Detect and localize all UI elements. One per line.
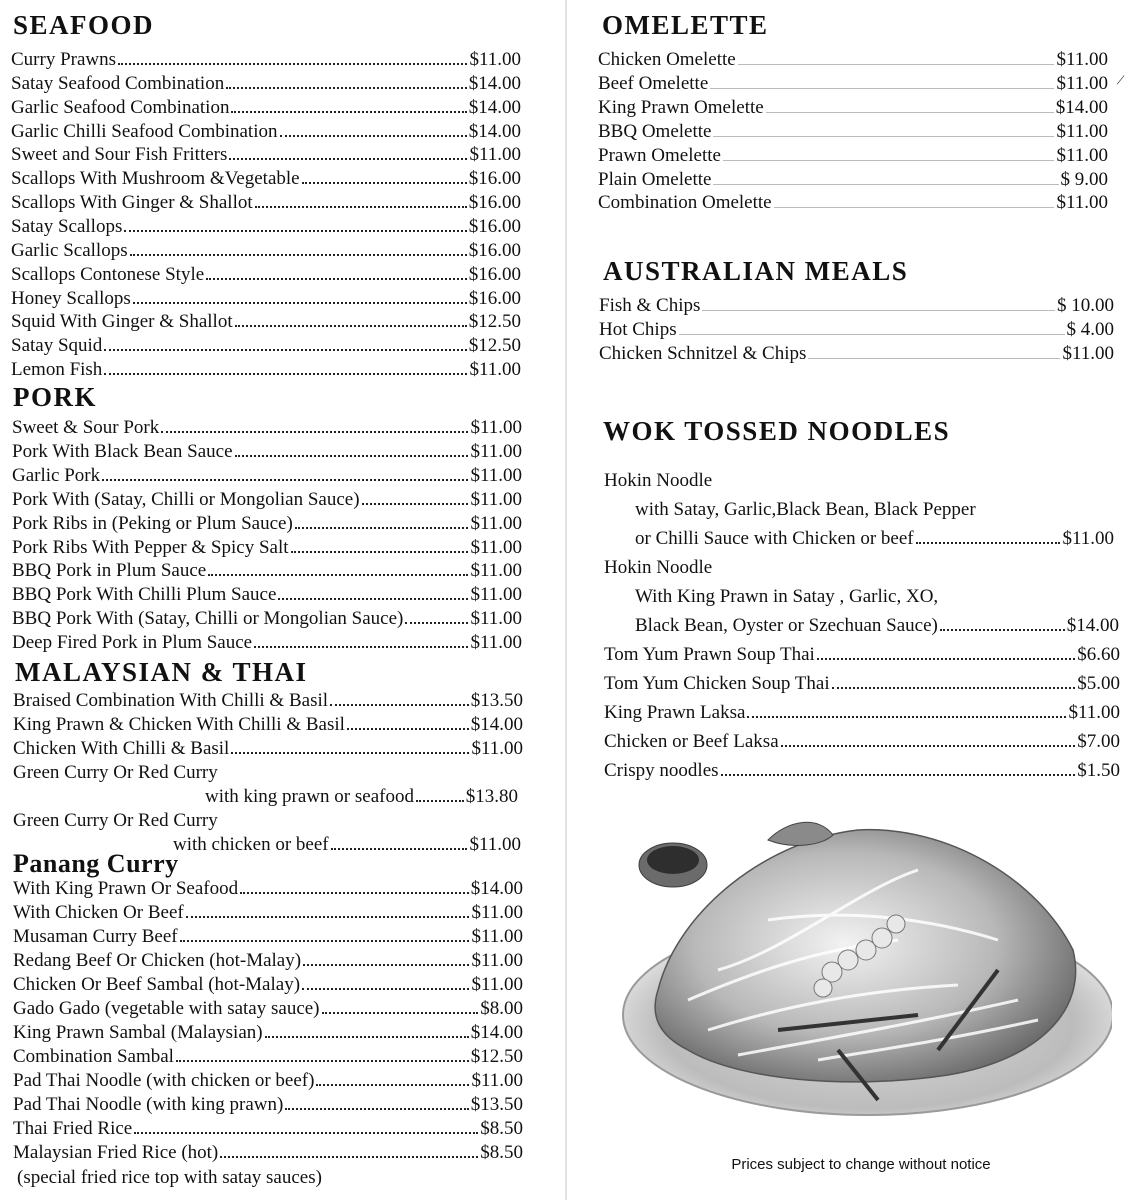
menu-item-price: $11.00 — [471, 1070, 523, 1091]
menu-item — [13, 901, 523, 925]
dot-leader — [721, 759, 1076, 776]
dot-leader — [362, 488, 469, 505]
menu-item-price: $11.00 — [1056, 120, 1108, 142]
price-notice: Prices subject to change without notice — [731, 1156, 991, 1173]
menu-item-price: $14.00 — [468, 72, 521, 94]
dot-leader — [206, 263, 467, 280]
dot-leader — [303, 949, 469, 966]
menu-item — [604, 672, 1120, 696]
menu-item — [13, 1117, 523, 1141]
dot-leader — [226, 72, 467, 89]
menu-item-name: BBQ Pork With Chilli Plum Sauce — [12, 584, 277, 606]
menu-item — [12, 607, 522, 631]
menu-item-name: Chicken or Beef Laksa — [604, 731, 779, 752]
menu-item — [604, 643, 1120, 667]
menu-item-name: Beef Omelette — [598, 72, 709, 94]
menu-item-name: Tom Yum Chicken Soup Thai — [604, 673, 830, 694]
malaysian-thai-heading: MALAYSIAN & THAI — [15, 657, 308, 687]
menu-item — [599, 342, 1114, 366]
seafood-heading: SEAFOOD — [13, 10, 155, 40]
menu-item — [11, 167, 521, 191]
menu-item-name: Combination Omelette — [598, 192, 772, 214]
pork-heading: PORK — [13, 382, 97, 412]
menu-item-price: $11.00 — [469, 144, 521, 166]
menu-item-name: Combination Sambal — [13, 1046, 174, 1067]
dot-leader — [710, 74, 1054, 89]
menu-item-price: $14.00 — [468, 120, 521, 142]
menu-item-name: BBQ Pork With (Satay, Chilli or Mongolian Sauce) — [12, 608, 404, 630]
dot-leader — [322, 997, 479, 1014]
dot-leader — [229, 143, 467, 160]
dot-leader — [702, 296, 1055, 311]
dot-leader — [124, 215, 466, 232]
menu-item-price: $11.00 — [471, 926, 523, 947]
dot-leader — [679, 320, 1065, 335]
fried-rice-footnote: (special fried rice top with satay sauces) — [17, 1167, 322, 1188]
menu-item-price: $11.00 — [471, 902, 523, 923]
menu-item — [13, 689, 523, 713]
menu-item-name: Pad Thai Noodle (with king prawn) — [13, 1094, 284, 1115]
menu-item-name: Gado Gado (vegetable with satay sauce) — [13, 998, 320, 1019]
menu-item-name: Scallops With Ginger & Shallot — [11, 192, 253, 214]
dot-leader — [940, 614, 1065, 631]
menu-item-price: $8.00 — [480, 998, 523, 1019]
menu-item-price: $14.00 — [1066, 615, 1119, 636]
menu-item — [12, 488, 522, 512]
menu-item-price: $16.00 — [468, 287, 521, 309]
menu-item-price: $14.00 — [1055, 96, 1108, 118]
dot-leader — [161, 416, 468, 433]
menu-item-name: Chicken Schnitzel & Chips — [599, 343, 807, 364]
menu-item-price: $13.50 — [470, 690, 523, 711]
menu-item-price: $11.00 — [470, 536, 522, 558]
dot-leader — [254, 631, 468, 648]
menu-item-price: $12.50 — [470, 1046, 523, 1067]
dot-leader — [738, 50, 1055, 65]
dot-leader — [208, 559, 468, 576]
panang-curry-heading: Panang Curry — [13, 849, 179, 878]
menu-item-price: $11.00 — [470, 584, 522, 606]
hokin-noodle-label: Hokin Noodle — [604, 470, 713, 491]
menu-item-price: $ 9.00 — [1060, 168, 1108, 190]
menu-item-price: $16.00 — [468, 263, 521, 285]
menu-item — [598, 144, 1108, 168]
menu-item-price: $11.00 — [471, 950, 523, 971]
dot-leader — [255, 191, 467, 208]
menu-item-price: $5.00 — [1077, 673, 1120, 694]
menu-item-price: $11.00 — [470, 417, 522, 438]
menu-item-name: Satay Squid — [11, 335, 103, 357]
dot-leader — [133, 287, 467, 304]
menu-item — [11, 96, 521, 120]
column-divider — [565, 0, 567, 1200]
dot-leader — [278, 583, 468, 600]
menu-item-price: $11.00 — [469, 49, 521, 70]
menu-item — [604, 759, 1120, 783]
menu-item — [13, 925, 523, 949]
menu-item — [598, 120, 1108, 144]
menu-item-price: $11.00 — [470, 560, 522, 582]
menu-item — [604, 730, 1120, 754]
menu-item-price: $11.00 — [1062, 343, 1114, 364]
hokin-noodle-label: Hokin Noodle — [604, 557, 713, 578]
menu-item-name: Thai Fried Rice — [13, 1118, 133, 1139]
menu-item — [13, 1021, 523, 1045]
menu-item — [604, 701, 1120, 725]
menu-item-name: Garlic Chilli Seafood Combination — [11, 120, 278, 142]
menu-item-price: $6.60 — [1077, 644, 1120, 665]
menu-item-name: Sweet and Sour Fish Fritters — [11, 144, 228, 166]
menu-item-name: with chicken or beef — [173, 834, 329, 855]
menu-item-price: $ 4.00 — [1066, 319, 1114, 340]
menu-item — [13, 997, 523, 1021]
menu-item-price: $13.50 — [470, 1094, 523, 1115]
menu-item — [598, 48, 1108, 72]
dot-leader — [766, 98, 1054, 113]
menu-item-name: Satay Scallops — [11, 215, 123, 237]
menu-item-price: $14.00 — [470, 878, 523, 899]
menu-item-name: Tom Yum Prawn Soup Thai — [604, 644, 815, 665]
dot-leader — [240, 877, 469, 894]
menu-item — [11, 191, 521, 215]
menu-item-name: Garlic Seafood Combination — [11, 96, 230, 118]
dot-leader — [302, 973, 469, 990]
menu-item-name: Squid With Ginger & Shallot — [11, 311, 233, 333]
dot-leader — [291, 536, 469, 553]
menu-item-price: $16.00 — [468, 215, 521, 237]
menu-item — [12, 631, 522, 655]
pen-mark: / — [1115, 71, 1126, 90]
dot-leader — [186, 901, 470, 918]
menu-item — [13, 1045, 523, 1069]
menu-item — [13, 737, 523, 761]
menu-item — [598, 96, 1108, 120]
menu-item-name: or Chilli Sauce with Chicken or beef — [635, 528, 914, 549]
dot-leader — [265, 1021, 469, 1038]
menu-item-price: $11.00 — [1062, 528, 1114, 549]
menu-item-name: Garlic Pork — [12, 464, 101, 486]
menu-item-price: $7.00 — [1077, 731, 1120, 752]
dot-leader — [747, 701, 1066, 718]
menu-item-price: $16.00 — [468, 192, 521, 214]
menu-item — [13, 1093, 523, 1117]
dot-leader — [220, 1141, 478, 1158]
menu-item-name: Fish & Chips — [599, 295, 701, 316]
menu-item — [12, 464, 522, 488]
menu-item-name: Chicken Omelette — [598, 49, 736, 70]
menu-item-name: King Prawn Sambal (Malaysian) — [13, 1022, 263, 1043]
menu-item-price: $11.00 — [1056, 144, 1108, 166]
menu-item — [11, 239, 521, 263]
menu-item-name: Garlic Scallops — [11, 239, 128, 261]
menu-item-name: Redang Beef Or Chicken (hot-Malay) — [13, 950, 302, 971]
menu-item-name: Hot Chips — [599, 319, 677, 340]
menu-item-name: With King Prawn Or Seafood — [13, 878, 239, 899]
menu-item — [12, 512, 522, 536]
menu-item — [598, 191, 1108, 215]
menu-item-name: Pork Ribs in (Peking or Plum Sauce) — [12, 512, 293, 534]
dot-leader — [808, 344, 1060, 359]
menu-item — [13, 1141, 523, 1165]
menu-item-price: $11.00 — [470, 464, 522, 486]
dot-leader — [832, 672, 1076, 689]
menu-item-name: Scallops With Mushroom &Vegetable — [11, 168, 300, 190]
menu-item — [11, 263, 521, 287]
australian-meals-heading: AUSTRALIAN MEALS — [603, 256, 909, 286]
menu-item-name: Black Bean, Oyster or Szechuan Sauce) — [635, 615, 938, 636]
dot-leader — [295, 512, 469, 529]
menu-item — [598, 72, 1108, 96]
menu-item-name: Pork With (Satay, Chilli or Mongolian Sauce) — [12, 488, 360, 510]
dot-leader — [231, 96, 466, 113]
dot-leader — [104, 334, 466, 351]
menu-item-name: Chicken Or Beef Sambal (hot-Malay) — [13, 974, 301, 995]
noodle-dish-photo — [618, 800, 1112, 1118]
menu-item-price: $11.00 — [469, 359, 521, 381]
menu-item-name: Braised Combination With Chilli & Basil — [13, 690, 329, 711]
dot-leader — [405, 607, 468, 624]
menu-item-name: King Prawn Laksa — [604, 702, 746, 723]
dot-leader — [130, 239, 467, 256]
dot-leader — [302, 167, 467, 184]
menu-item-price: $11.00 — [470, 632, 522, 654]
menu-item-price: $12.50 — [468, 335, 521, 357]
menu-item-price: $11.00 — [1056, 72, 1108, 94]
menu-item — [635, 527, 1114, 551]
menu-item — [13, 949, 523, 973]
menu-item-price: $11.00 — [469, 834, 521, 855]
dot-leader — [102, 464, 468, 481]
menu-item-price: $8.50 — [480, 1142, 523, 1163]
menu-item — [599, 294, 1114, 318]
menu-item-name: Curry Prawns — [11, 49, 117, 70]
dot-leader — [347, 713, 469, 730]
menu-item-name: BBQ Pork in Plum Sauce — [12, 560, 207, 582]
dot-leader — [781, 730, 1076, 747]
menu-item — [13, 877, 523, 901]
menu-item — [173, 833, 521, 857]
menu-item-name: King Prawn & Chicken With Chilli & Basil — [13, 714, 345, 735]
menu-item — [11, 310, 521, 334]
menu-item — [205, 785, 518, 809]
dot-leader — [330, 689, 469, 706]
menu-item-name: Deep Fired Pork in Plum Sauce — [12, 632, 253, 654]
menu-item-price: $11.00 — [1056, 192, 1108, 214]
menu-item-name: Scallops Contonese Style — [11, 263, 205, 285]
dot-leader — [118, 48, 467, 65]
menu-item-price: $11.00 — [470, 512, 522, 534]
dot-leader — [235, 310, 467, 327]
menu-item-price: $13.80 — [465, 786, 518, 807]
menu-item-name: With Chicken Or Beef — [13, 902, 184, 923]
menu-item — [13, 1069, 523, 1093]
menu-item — [11, 72, 521, 96]
menu-item-price: $14.00 — [468, 96, 521, 118]
menu-item — [11, 358, 521, 382]
dot-leader — [713, 122, 1054, 137]
menu-item-price: $11.00 — [471, 974, 523, 995]
menu-item — [12, 559, 522, 583]
menu-item-price: $14.00 — [470, 1022, 523, 1043]
dot-leader — [916, 527, 1061, 544]
dot-leader — [104, 358, 467, 375]
dot-leader — [416, 785, 464, 802]
green-red-curry-label: Green Curry Or Red Curry — [13, 762, 218, 783]
menu-item — [12, 416, 522, 440]
dot-leader — [331, 833, 468, 850]
menu-item-name: Musaman Curry Beef — [13, 926, 178, 947]
menu-item-name: Sweet & Sour Pork — [12, 417, 160, 438]
menu-item — [598, 168, 1108, 192]
menu-item-name: Crispy noodles — [604, 760, 719, 781]
menu-item-name: Honey Scallops — [11, 287, 131, 309]
dot-leader — [280, 120, 467, 137]
dot-leader — [231, 737, 469, 754]
menu-item — [12, 440, 522, 464]
menu-item — [12, 536, 522, 560]
dot-leader — [316, 1069, 469, 1086]
dot-leader — [817, 643, 1075, 660]
menu-item-price: $16.00 — [468, 168, 521, 190]
menu-item-price: $1.50 — [1077, 760, 1120, 781]
menu-item — [635, 614, 1119, 638]
menu-item — [11, 120, 521, 144]
menu-item-price: $11.00 — [470, 488, 522, 510]
green-red-curry-label: Green Curry Or Red Curry — [13, 810, 218, 831]
menu-item — [12, 583, 522, 607]
omelette-heading: OMELETTE — [602, 10, 769, 40]
wok-tossed-noodles-heading: WOK TOSSED NOODLES — [603, 416, 951, 446]
dot-leader — [285, 1093, 468, 1110]
menu-item-name: Prawn Omelette — [598, 144, 721, 166]
menu-item-price: $14.00 — [470, 714, 523, 735]
hokin-noodle-description: with Satay, Garlic,Black Bean, Black Pepper — [635, 499, 976, 520]
menu-item-name: Malaysian Fried Rice (hot) — [13, 1142, 219, 1163]
dot-leader — [774, 193, 1055, 208]
dot-leader — [176, 1045, 469, 1062]
menu-item-price: $16.00 — [468, 239, 521, 261]
menu-item-name: Pork Ribs With Pepper & Spicy Salt — [12, 536, 289, 558]
dot-leader — [235, 440, 469, 457]
hokin-noodle-description: With King Prawn in Satay , Garlic, XO, — [635, 586, 939, 607]
menu-item-name: Pork With Black Bean Sauce — [12, 440, 233, 462]
menu-item-name: with king prawn or seafood — [205, 786, 414, 807]
dot-leader — [723, 146, 1055, 161]
menu-item-price: $11.00 — [470, 608, 522, 630]
menu-item — [11, 143, 521, 167]
menu-item-name: Satay Seafood Combination — [11, 72, 225, 94]
menu-item — [599, 318, 1114, 342]
menu-item — [13, 973, 523, 997]
menu-item-name: Chicken With Chilli & Basil — [13, 738, 230, 759]
menu-item-price: $11.00 — [1068, 702, 1120, 723]
menu-item — [11, 48, 521, 72]
menu-item — [11, 334, 521, 358]
menu-item-name: BBQ Omelette — [598, 120, 712, 142]
menu-item-price: $12.50 — [468, 311, 521, 333]
menu-item — [11, 215, 521, 239]
menu-item — [13, 713, 523, 737]
menu-item-name: Lemon Fish — [11, 359, 103, 381]
menu-item-price: $11.00 — [1056, 49, 1108, 70]
menu-item-price: $8.50 — [480, 1118, 523, 1139]
dot-leader — [180, 925, 470, 942]
dot-leader — [713, 170, 1058, 185]
dot-leader — [134, 1117, 478, 1134]
menu-item-price: $ 10.00 — [1057, 295, 1114, 316]
menu-item-name: King Prawn Omelette — [598, 96, 764, 118]
menu-item-name: Plain Omelette — [598, 168, 712, 190]
menu-item — [11, 287, 521, 311]
menu-item-price: $11.00 — [470, 440, 522, 462]
menu-item-name: Pad Thai Noodle (with chicken or beef) — [13, 1070, 315, 1091]
menu-item-price: $11.00 — [471, 738, 523, 759]
